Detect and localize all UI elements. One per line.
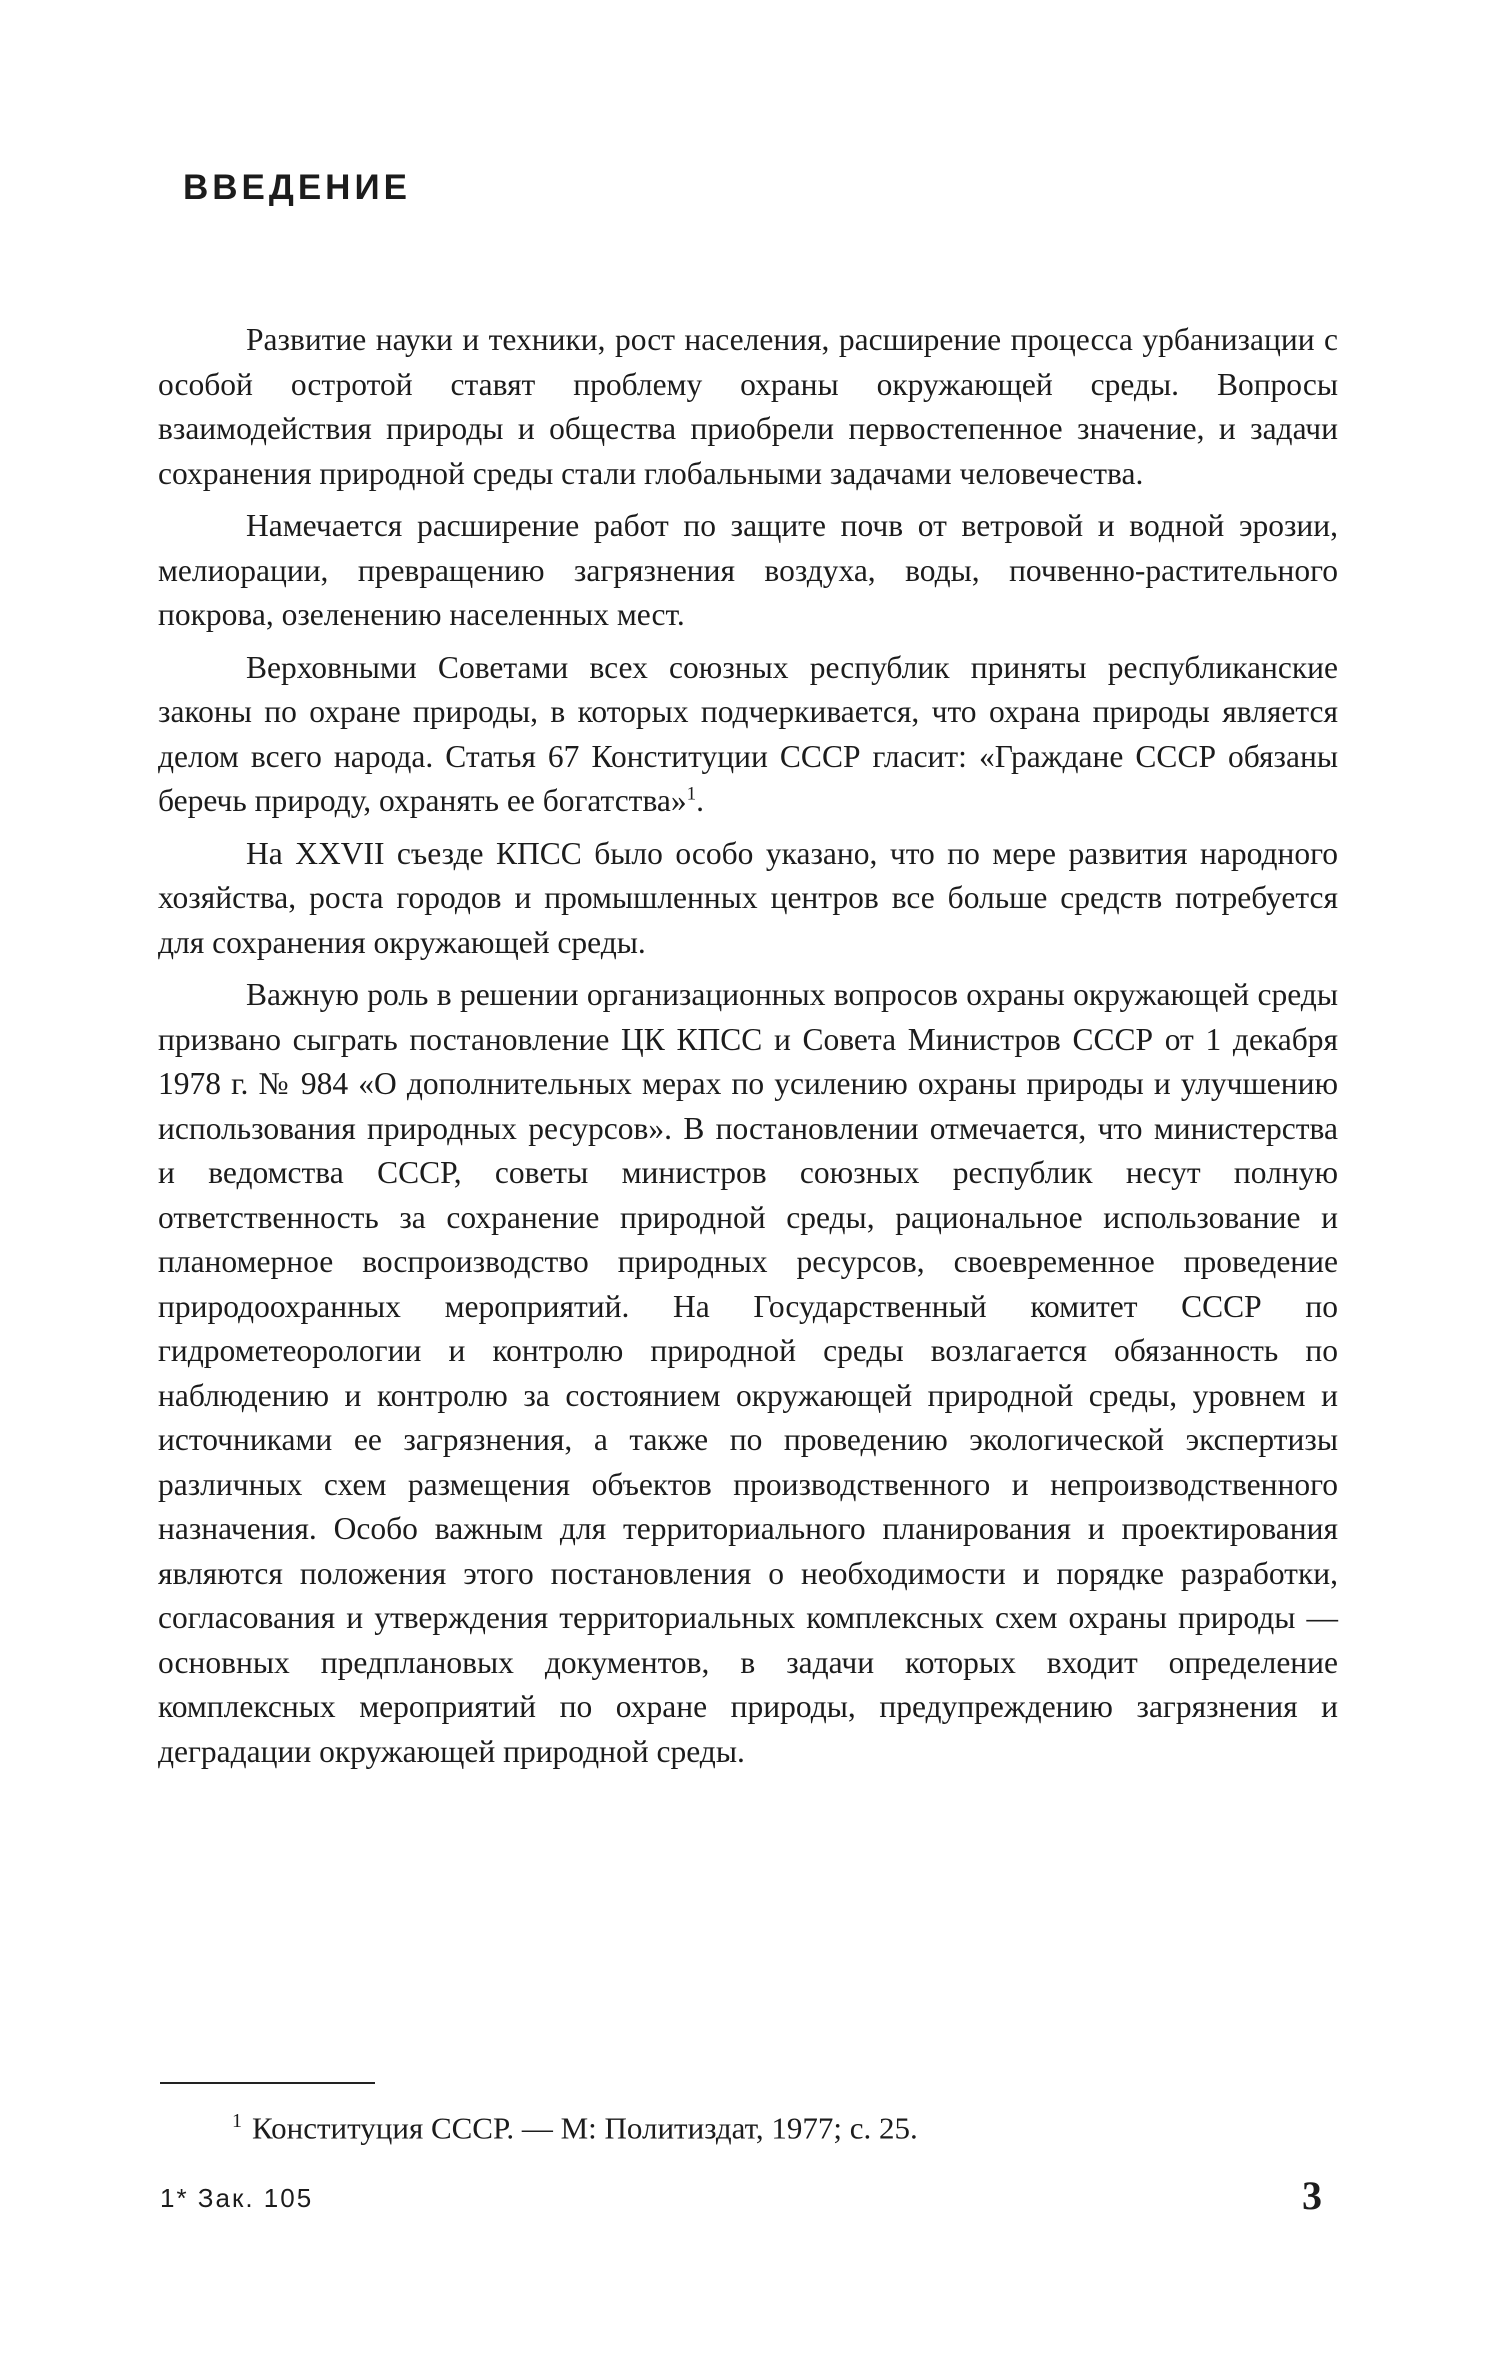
page-number: 3 [1302, 2173, 1322, 2218]
footnote-marker: 1 [232, 2110, 242, 2132]
paragraph-end: . [696, 783, 705, 818]
print-order-mark: 1* Зак. 105 [160, 2183, 314, 2213]
paragraph-with-footnote [158, 646, 1338, 824]
footnote-text: Конституция СССР. — М: Политиздат, 1977; с. 25. [252, 2110, 918, 2146]
paragraph: Важную роль в решении организационных вопросов охраны окружающей среды призвано сыграть постановление ЦК КПСС и Совета Министров СССР от 1 декабря 1978 г. № 984 «О дополнительных мерах по усилению охраны природы и улучшению использования природных ресурсов». В постановлении отмечается, что министерства и ведомства СССР, советы министров союзных республик несут полную ответственность за сохранение природной среды, рациональное использование и планомерное воспроизводство природных ресурсов, своевременное проведение природоохранных мероприятий. На Государственный комитет СССР по гидрометеорологии и контролю природной среды возлагается обязанность по наблюдению и контролю за состоянием окружающей природной среды, уровнем и источниками ее загрязнения, а также по проведению экологической экспертизы различных схем размещения объектов производственного и непроизводственного назначения. Особо важным для территориального планирования и проектирования являются положения этого постановления о необходимости и порядке разработки, согласования и утверждения территориальных комплексных схем охраны природы — основных предплановых документов, в задачи которых входит определение комплексных мероприятий по охране природы, предупреждению загрязнения и деградации окружающей природной среды. [158, 977, 1338, 1769]
paragraph-text: Верховными Советами всех союзных республик приняты республиканские законы по охране природы, в которых подчеркивается, что охрана природы является делом всего народа. Статья 67 Конституции СССР гласит: «Граждане СССР обязаны беречь природу, охранять ее богатства» [158, 649, 1338, 818]
body-text [158, 318, 1338, 1782]
page-heading: ВВЕДЕНИЕ [183, 168, 411, 207]
paragraph: Развитие науки и техники, рост населения, расширение процесса урбанизации с особой остротой ставят проблему охраны окружающей среды. Вопросы взаимодействия природы и общества приобрели первостепенное значение, и задачи сохранения природной среды стали глобальными задачами человечества. [158, 322, 1338, 491]
footnote-reference: 1 [686, 783, 697, 805]
footnote [232, 2101, 918, 2148]
footnote-divider [160, 2082, 375, 2084]
paragraph: На XXVII съезде КПСС было особо указано, что по мере развития народного хозяйства, роста городов и промышленных центров все больше средств потребуется для сохранения окружающей среды. [158, 835, 1338, 960]
paragraph: Намечается расширение работ по защите почв от ветровой и водной эрозии, мелиорации, превращению загрязнения воздуха, воды, почвенно-растительного покрова, озеленению населенных мест. [158, 508, 1338, 632]
